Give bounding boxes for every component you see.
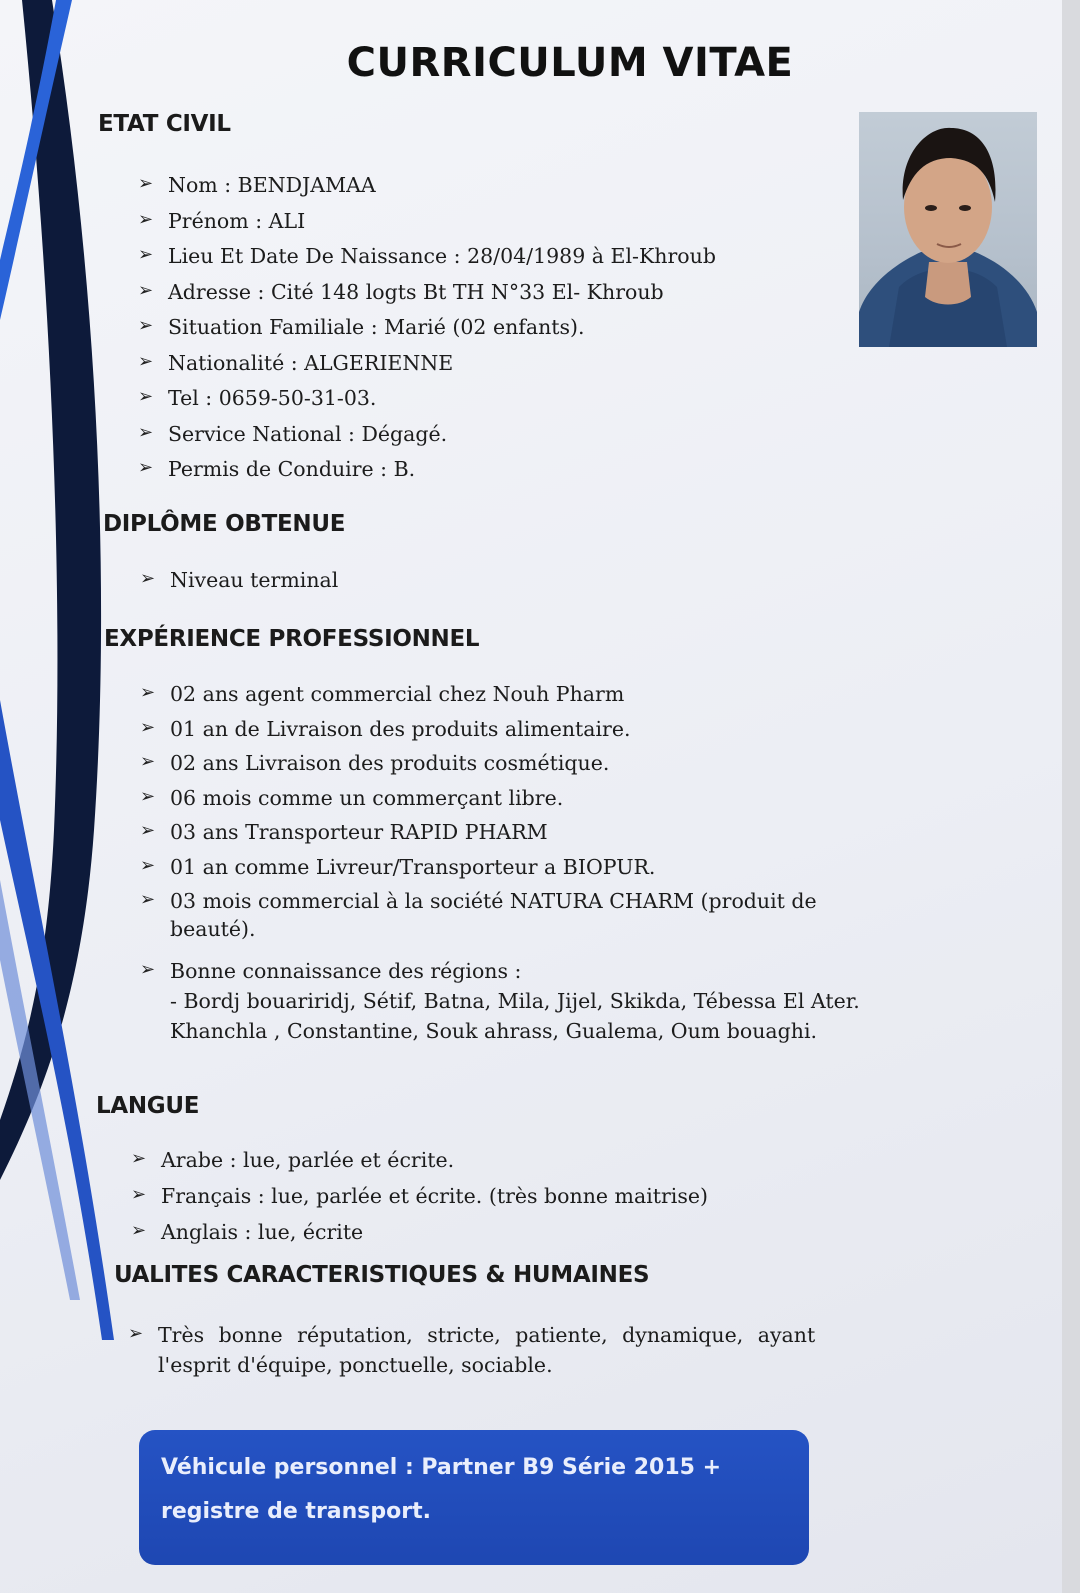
list-item-text: Très bonne réputation, stricte, patiente, dynamique, ayant bbox=[158, 1323, 816, 1347]
list-item-text: Niveau terminal bbox=[170, 568, 339, 592]
list-item-text: 03 mois commercial à la société NATURA CHARM (produit de bbox=[170, 889, 817, 913]
arrow-bullet-icon: ➢ bbox=[131, 1184, 147, 1205]
list-item-text: Bonne connaissance des régions : bbox=[170, 959, 522, 983]
list-item-text: Lieu Et Date De Naissance : 28/04/1989 à El-Khroub bbox=[168, 244, 716, 268]
arrow-bullet-icon: ➢ bbox=[138, 244, 154, 265]
arrow-bullet-icon: ➢ bbox=[138, 208, 154, 230]
list-item bbox=[131, 1220, 708, 1256]
arrow-bullet-icon: ➢ bbox=[140, 751, 156, 772]
section-heading-etat-civil: ETAT CIVIL bbox=[98, 111, 231, 137]
list-item-text: Nationalité : ALGERIENNE bbox=[168, 350, 454, 375]
list-item bbox=[138, 351, 716, 387]
experience-list bbox=[140, 682, 860, 1069]
list-item-text-continued: l'esprit d'équipe, ponctuelle, sociable. bbox=[158, 1353, 553, 1377]
list-item-text: Permis de Conduire : B. bbox=[168, 457, 416, 481]
list-item bbox=[140, 682, 860, 717]
list-item bbox=[138, 280, 716, 316]
section-heading-qualites: UALITES CARACTERISTIQUES & HUMAINES bbox=[114, 1262, 650, 1288]
vehicle-note-text bbox=[161, 1446, 761, 1534]
diplome-list bbox=[140, 568, 338, 592]
arrow-bullet-icon: ➢ bbox=[138, 315, 154, 336]
arrow-bullet-icon: ➢ bbox=[140, 568, 156, 589]
vehicle-note-box bbox=[139, 1430, 809, 1565]
list-item-text: 03 ans Transporteur RAPID PHARM bbox=[170, 820, 548, 844]
arrow-bullet-icon: ➢ bbox=[140, 854, 156, 876]
arrow-bullet-icon: ➢ bbox=[138, 421, 154, 443]
list-item bbox=[140, 820, 860, 855]
arrow-bullet-icon: ➢ bbox=[140, 820, 156, 841]
arrow-bullet-icon: ➢ bbox=[128, 1323, 144, 1344]
arrow-bullet-icon: ➢ bbox=[140, 785, 156, 807]
list-item bbox=[138, 244, 716, 280]
list-item bbox=[140, 889, 860, 959]
page-title: CURRICULUM VITAE bbox=[346, 40, 794, 86]
arrow-bullet-icon: ➢ bbox=[131, 1220, 147, 1241]
section-heading-experience: EXPÉRIENCE PROFESSIONNEL bbox=[104, 626, 480, 652]
arrow-bullet-icon: ➢ bbox=[140, 682, 156, 703]
list-item-text: 02 ans Livraison des produits cosmétique. bbox=[170, 751, 610, 775]
list-item bbox=[140, 568, 338, 592]
list-item-text: Service National : Dégagé. bbox=[168, 421, 448, 446]
list-item bbox=[138, 315, 716, 351]
list-item bbox=[128, 1323, 815, 1403]
list-item-text: 02 ans agent commercial chez Nouh Pharm bbox=[170, 682, 625, 706]
arrow-bullet-icon: ➢ bbox=[138, 386, 154, 407]
vehicle-note-line: Véhicule personnel : Partner B9 Série 2015 + bbox=[161, 1455, 722, 1480]
person-portrait-icon bbox=[859, 112, 1037, 347]
arrow-bullet-icon: ➢ bbox=[138, 350, 154, 372]
list-item-text: Anglais : lue, écrite bbox=[161, 1220, 364, 1244]
list-item bbox=[131, 1184, 708, 1220]
langue-list bbox=[131, 1148, 708, 1256]
list-item bbox=[140, 959, 860, 1069]
list-item bbox=[138, 457, 716, 493]
qualites-list bbox=[128, 1323, 815, 1403]
list-item bbox=[140, 751, 860, 786]
list-item-text: Français : lue, parlée et écrite. (très bonne maitrise) bbox=[161, 1184, 709, 1208]
regions-line: Khanchla , Constantine, Souk ahrass, Gualema, Oum bouaghi. bbox=[170, 1019, 818, 1043]
arrow-bullet-icon: ➢ bbox=[140, 959, 156, 980]
list-item-text-continued: beauté). bbox=[170, 917, 256, 941]
profile-photo bbox=[859, 112, 1037, 347]
arrow-bullet-icon: ➢ bbox=[138, 173, 154, 194]
list-item bbox=[138, 422, 716, 458]
arrow-bullet-icon: ➢ bbox=[140, 716, 156, 738]
page-edge bbox=[1062, 0, 1080, 1593]
arrow-bullet-icon: ➢ bbox=[140, 889, 156, 910]
list-item-text: 01 an de Livraison des produits alimentaire. bbox=[170, 716, 631, 741]
list-item bbox=[138, 173, 716, 209]
arrow-bullet-icon: ➢ bbox=[131, 1148, 147, 1169]
list-item-text: Tel : 0659-50-31-03. bbox=[168, 386, 377, 410]
list-item-text: 01 an comme Livreur/Transporteur a BIOPUR. bbox=[170, 854, 656, 879]
arrow-bullet-icon: ➢ bbox=[138, 279, 154, 301]
list-item-text: Prénom : ALI bbox=[168, 208, 306, 233]
list-item-text: Adresse : Cité 148 logts Bt TH N°33 El- Khroub bbox=[168, 279, 664, 304]
list-item-text: 06 mois comme un commerçant libre. bbox=[170, 785, 564, 810]
list-item bbox=[140, 717, 860, 752]
list-item bbox=[140, 855, 860, 890]
list-item-text: Arabe : lue, parlée et écrite. bbox=[161, 1148, 455, 1172]
list-item-text: Situation Familiale : Marié (02 enfants). bbox=[168, 315, 585, 339]
arrow-bullet-icon: ➢ bbox=[138, 457, 154, 478]
list-item bbox=[138, 209, 716, 245]
vehicle-note-line: registre de transport. bbox=[161, 1499, 431, 1524]
list-item bbox=[131, 1148, 708, 1184]
list-item bbox=[140, 786, 860, 821]
list-item-text: Nom : BENDJAMAA bbox=[168, 173, 376, 197]
list-item bbox=[138, 386, 716, 422]
section-heading-diplome: DIPLÔME OBTENUE bbox=[103, 511, 346, 537]
section-heading-langue: LANGUE bbox=[96, 1093, 200, 1119]
regions-line: - Bordj bouariridj, Sétif, Batna, Mila, Jijel, Skikda, Tébessa El Ater. bbox=[170, 989, 860, 1013]
etat-civil-list bbox=[138, 173, 716, 493]
